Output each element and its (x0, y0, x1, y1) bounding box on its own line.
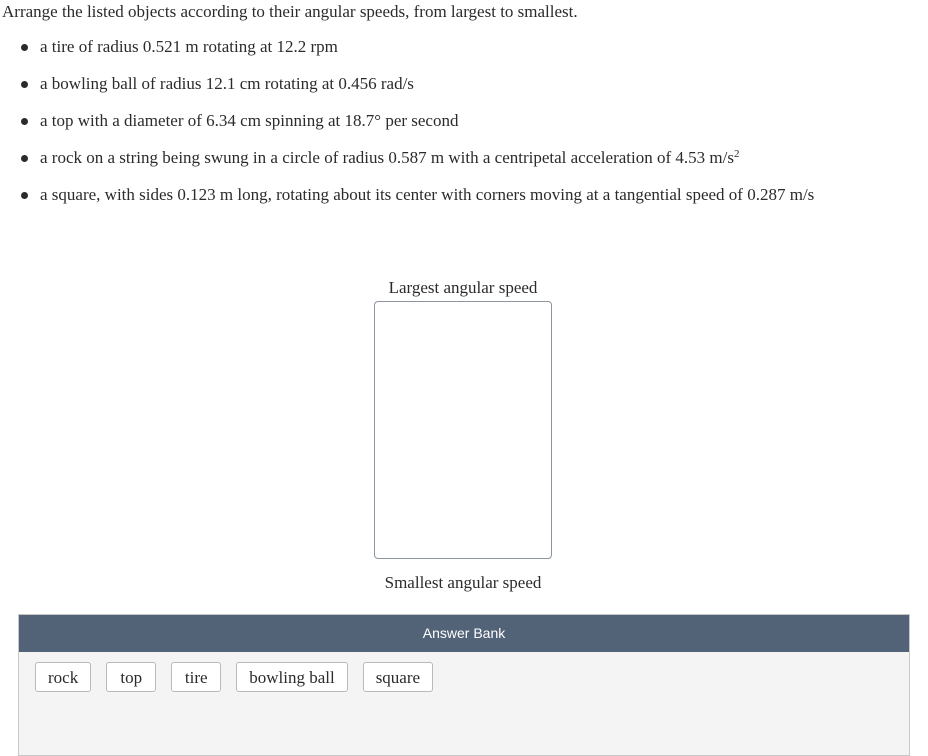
bullet-icon (21, 118, 28, 125)
bullet-icon (21, 155, 28, 162)
list-item (0, 184, 814, 221)
list-item (0, 73, 814, 110)
object-list (0, 36, 814, 221)
chip-square[interactable]: square (363, 662, 433, 692)
list-item (0, 36, 814, 73)
item-text: a rock on a string being swung in a circle of radius 0.587 m with a centripetal acceleration of 4.53 m/s (40, 148, 734, 167)
question-prompt: Arrange the listed objects according to their angular speeds, from largest to smallest. (2, 2, 578, 21)
item-text: a bowling ball of radius 12.1 cm rotating at 0.456 rad/s (40, 74, 414, 93)
item-text: a top with a diameter of 6.34 cm spinning at 18.7° per second (40, 111, 459, 130)
item-text: a tire of radius 0.521 m rotating at 12.2 rpm (40, 37, 338, 56)
largest-label: Largest angular speed (388, 278, 538, 297)
bullet-icon (21, 81, 28, 88)
list-item (0, 110, 814, 147)
superscript: 2 (733, 148, 740, 160)
smallest-label: Smallest angular speed (384, 573, 542, 592)
chip-rock[interactable]: rock (35, 662, 91, 692)
ranking-drop-zone[interactable] (374, 301, 552, 559)
answer-bank-title: Answer Bank (19, 615, 909, 652)
chip-tire[interactable]: tire (171, 662, 221, 692)
answer-bank-items (35, 662, 433, 692)
bullet-icon (21, 192, 28, 199)
chip-bowling-ball[interactable]: bowling ball (236, 662, 347, 692)
answer-bank[interactable] (18, 614, 910, 756)
chip-top[interactable]: top (106, 662, 156, 692)
list-item (0, 147, 814, 184)
bullet-icon (21, 44, 28, 51)
item-text: a square, with sides 0.123 m long, rotating about its center with corners moving at a tangential speed of 0.287 m/s (40, 185, 815, 204)
